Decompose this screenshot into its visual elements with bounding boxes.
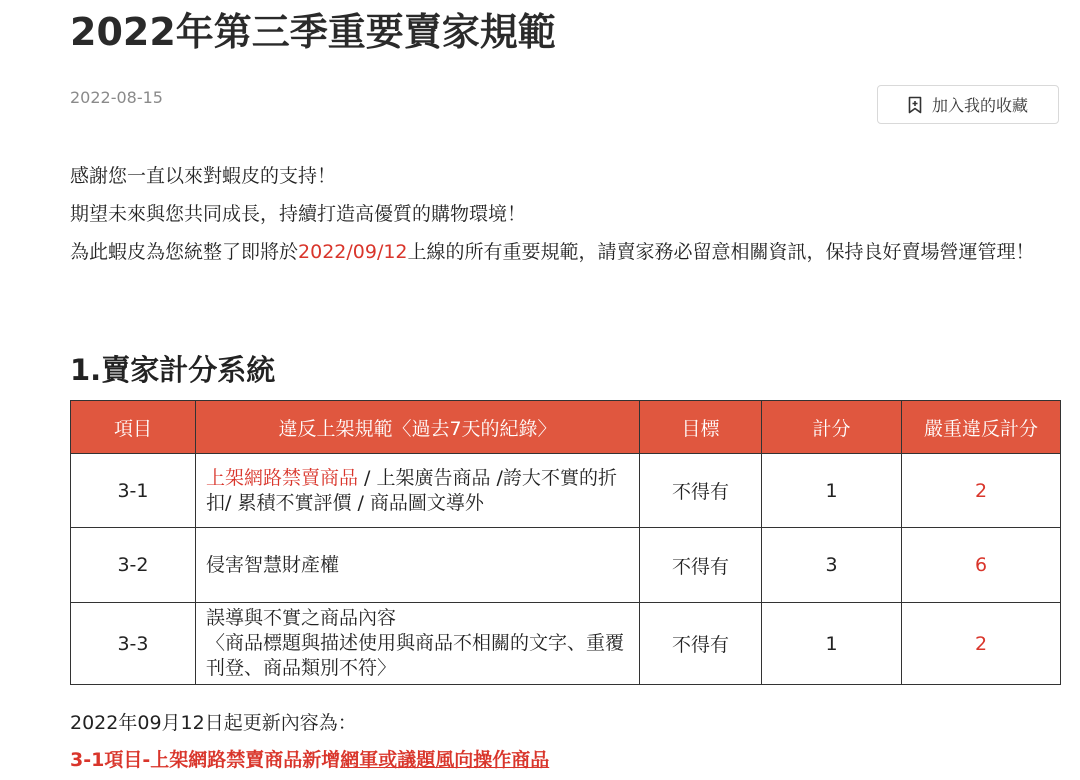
- publish-date: 2022-08-15: [70, 88, 163, 107]
- row-severe-score: 6: [902, 528, 1061, 603]
- table-header-row: [71, 401, 1061, 454]
- row-severe-score: 2: [902, 603, 1061, 685]
- row-description: [196, 454, 640, 528]
- table-row: [71, 603, 1061, 685]
- row-score: 3: [762, 528, 902, 603]
- row-description: 侵害智慧財產權: [196, 528, 640, 603]
- add-to-favorites-label: 加入我的收藏: [931, 96, 1028, 115]
- add-to-favorites-button[interactable]: [877, 85, 1059, 124]
- row-description-line-2: 〈商品標題與描述使用與商品不相關的文字、重覆刊登、商品類別不符〉: [206, 632, 625, 679]
- header-item: 項目: [71, 401, 196, 454]
- row-score: 1: [762, 454, 902, 528]
- table-row: [71, 454, 1061, 528]
- page-title: 2022年第三季重要賣家規範: [70, 10, 556, 54]
- intro-line-2: 期望未來與您共同成長，持續打造高優質的購物環境！: [70, 203, 527, 225]
- row-description-line-1: 誤導與不實之商品內容: [206, 607, 397, 629]
- row-target: 不得有: [640, 528, 762, 603]
- header-score: 計分: [762, 401, 902, 454]
- row-target: 不得有: [640, 454, 762, 528]
- update-item-underlined: 網軍或議題風向操作商品: [340, 749, 550, 771]
- header-target: 目標: [640, 401, 762, 454]
- intro-line-1: 感謝您一直以來對蝦皮的支持！: [70, 165, 337, 187]
- banned-products-highlight: 上架網路禁賣商品: [206, 466, 359, 489]
- intro-line-3-before: 為此蝦皮為您統整了即將於: [70, 241, 299, 263]
- section-title: 1.賣家計分系統: [70, 353, 276, 387]
- row-description: [196, 603, 640, 685]
- update-item: [70, 746, 549, 774]
- header-violation: 違反上架規範〈過去7天的紀錄〉: [196, 401, 640, 454]
- row-item: 3-3: [71, 603, 196, 685]
- bookmark-plus-icon: [908, 96, 922, 114]
- update-item-prefix: 3-1項目-上架網路禁賣商品新增: [70, 749, 341, 771]
- intro-text: [70, 157, 1060, 271]
- row-item: 3-2: [71, 528, 196, 603]
- intro-line-3-after: 上線的所有重要規範，請賣家務必留意相關資訊，保持良好賣場營運管理！: [407, 241, 1035, 263]
- intro-line-3: [70, 233, 1060, 271]
- header-severe-score: 嚴重違反計分: [902, 401, 1061, 454]
- launch-date: 2022/09/12: [298, 241, 408, 263]
- row-item: 3-1: [71, 454, 196, 528]
- row-severe-score: 2: [902, 454, 1061, 528]
- seller-score-table: [70, 400, 1061, 685]
- row-target: 不得有: [640, 603, 762, 685]
- row-description-rest: / 上架廣告商品 /誇大不實的折扣/ 累積不實評價 / 商品圖文導外: [206, 466, 617, 514]
- row-score: 1: [762, 603, 902, 685]
- update-note: 2022年09月12日起更新內容為：: [70, 712, 357, 734]
- table-row: [71, 528, 1061, 603]
